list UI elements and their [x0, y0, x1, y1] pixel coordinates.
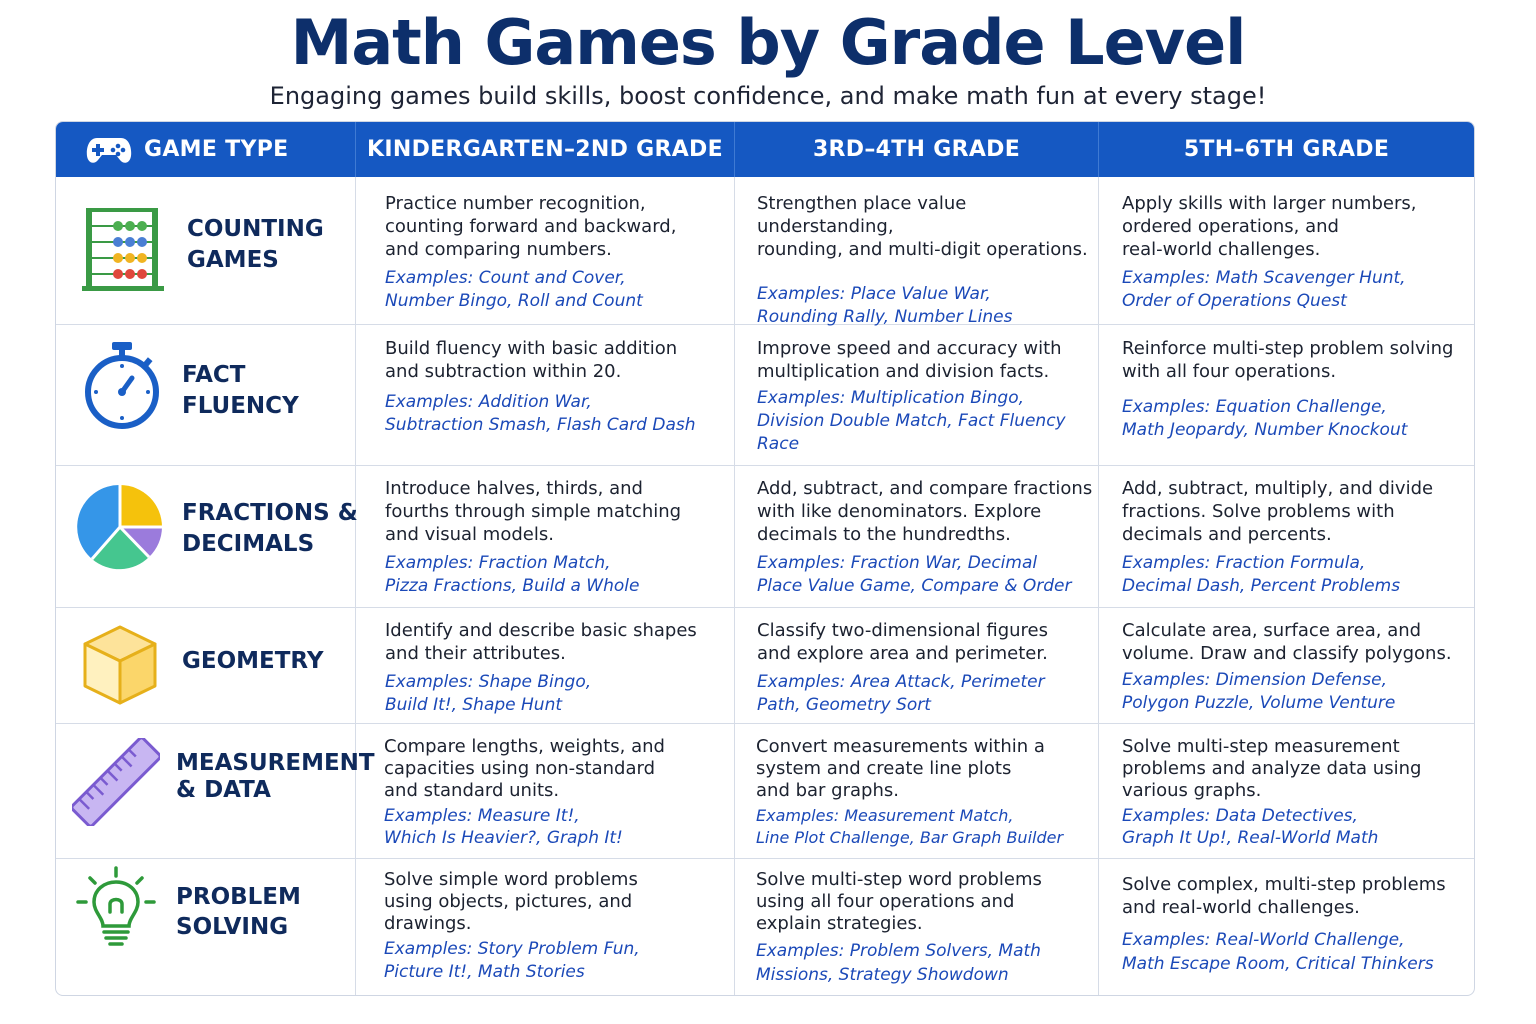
cell-description: Solve simple word problems using objects, pictures, and drawings.: [384, 869, 638, 934]
lightbulb-icon: [76, 866, 156, 952]
cell-examples: Examples: Count and Cover, Number Bingo, Roll and Count: [385, 268, 643, 311]
cell-examples: Examples: Real-World Challenge, Math Escape Room, Critical Thinkers: [1122, 930, 1434, 974]
page-title: Math Games by Grade Level: [290, 6, 1246, 79]
cell-5-6: [1122, 477, 1467, 598]
cell-description: Add, subtract, multiply, and divide fractions. Solve problems with decimals and percents.: [1122, 478, 1434, 545]
ruler-icon: [72, 738, 160, 826]
game-type-label: COUNTING GAMES: [187, 216, 324, 273]
cell-3-4: [757, 619, 1102, 717]
table-header: [56, 122, 1474, 177]
cell-description: Convert measurements within a system and create line plots and bar graphs.: [756, 736, 1045, 801]
cell-k2: [385, 477, 730, 598]
game-type-label: GEOMETRY: [182, 648, 324, 674]
cell-description: Solve multi-step measurement problems and analyze data using various graphs.: [1122, 736, 1422, 801]
cell-k2: [385, 619, 730, 717]
cell-description: Build fluency with basic addition and subtraction within 20.: [385, 338, 678, 382]
cell-examples: Examples: Dimension Defense, Polygon Puzzle, Volume Venture: [1122, 670, 1396, 713]
cell-k2: [384, 736, 729, 849]
grade-level-table: [55, 121, 1475, 996]
cell-5-6: [1122, 873, 1467, 976]
cell-examples: Examples: Multiplication Bingo, Division Double Match, Fact Fluency Race: [757, 388, 1066, 454]
cell-3-4: [756, 869, 1101, 987]
cell-description: Compare lengths, weights, and capacities using non-standard and standard units.: [384, 736, 665, 801]
cell-examples: Examples: Measurement Match, Line Plot Challenge, Bar Graph Builder: [756, 806, 1064, 847]
cell-examples: Examples: Place Value War, Rounding Rally, Number Lines: [757, 284, 1013, 327]
cell-examples: Examples: Data Detectives, Graph It Up!, Real-World Math: [1122, 806, 1379, 848]
cell-examples: Examples: Fraction Formula, Decimal Dash, Percent Problems: [1122, 553, 1401, 596]
cell-3-4: [757, 337, 1102, 456]
cell-5-6: [1122, 619, 1467, 715]
cell-3-4: [756, 736, 1096, 849]
page-subtitle: Engaging games build skills, boost confidence, and make math fun at every stage!: [269, 82, 1267, 110]
cell-examples: Examples: Shape Bingo, Build It!, Shape Hunt: [385, 672, 592, 715]
cell-examples: Examples: Fraction Match, Pizza Fractions, Build a Whole: [385, 553, 640, 596]
abacus-icon: [80, 204, 166, 292]
cell-examples: Examples: Measure It!, Which Is Heavier?, Graph It!: [384, 806, 623, 848]
cell-3-4: [757, 477, 1102, 598]
cell-description: Improve speed and accuracy with multiplication and division facts.: [757, 338, 1062, 382]
cell-examples: Examples: Story Problem Fun, Picture It!, Math Stories: [384, 939, 640, 982]
cell-description: Solve multi-step word problems using all four operations and explain strategies.: [756, 869, 1042, 934]
cell-k2: [385, 337, 730, 437]
cell-examples: Examples: Fraction War, Decimal Place Value Game, Compare & Order: [757, 553, 1072, 596]
gamepad-icon: [85, 134, 133, 166]
cell-examples: Examples: Area Attack, Perimeter Path, Geometry Sort: [757, 672, 1045, 715]
column-header-k2: KINDERGARTEN–2ND GRADE: [367, 137, 723, 162]
cell-examples: Examples: Addition War, Subtraction Smash, Flash Card Dash: [385, 392, 696, 435]
cell-description: Apply skills with larger numbers, ordered operations, and real-world challenges.: [1122, 193, 1417, 260]
cell-5-6: [1122, 337, 1467, 442]
cell-description: Introduce halves, thirds, and fourths through simple matching and visual models.: [385, 478, 682, 545]
cell-description: Reinforce multi-step problem solving with all four operations.: [1122, 338, 1454, 382]
game-type-label: MEASUREMENT & DATA: [176, 750, 375, 803]
cell-description: Practice number recognition, counting forward and backward, and comparing numbers.: [385, 193, 677, 260]
cell-description: Strengthen place value understanding, rounding, and multi-digit operations.: [757, 193, 1088, 260]
cell-3-4: [757, 192, 1102, 329]
cell-5-6: [1122, 192, 1467, 313]
cell-description: Classify two-dimensional figures and explore area and perimeter.: [757, 620, 1048, 664]
cell-description: Solve complex, multi-step problems and real-world challenges.: [1122, 874, 1446, 918]
column-header-3-4: 3RD–4TH GRADE: [812, 137, 1021, 162]
cell-k2: [384, 869, 729, 984]
cell-description: Calculate area, surface area, and volume. Draw and classify polygons.: [1122, 620, 1452, 664]
cell-5-6: [1122, 736, 1467, 849]
column-header-5-6: 5TH–6TH GRADE: [1183, 137, 1390, 162]
stopwatch-icon: [82, 340, 162, 432]
game-type-label: FRACTIONS & DECIMALS: [182, 500, 358, 557]
cell-k2: [385, 192, 730, 313]
cell-examples: Examples: Equation Challenge, Math Jeopardy, Number Knockout: [1122, 397, 1408, 440]
game-type-label: PROBLEM SOLVING: [176, 884, 301, 940]
column-header-game-type: GAME TYPE: [144, 137, 289, 162]
pie-chart-icon: [76, 483, 164, 571]
cube-icon: [82, 624, 158, 706]
cell-examples: Examples: Problem Solvers, Math Missions, Strategy Showdown: [756, 941, 1041, 985]
cell-examples: Examples: Math Scavenger Hunt, Order of Operations Quest: [1122, 268, 1406, 311]
cell-description: Identify and describe basic shapes and their attributes.: [385, 620, 697, 664]
cell-description: Add, subtract, and compare fractions with like denominators. Explore decimals to the hundredths.: [757, 478, 1093, 545]
game-type-label: FACT FLUENCY: [182, 362, 299, 419]
